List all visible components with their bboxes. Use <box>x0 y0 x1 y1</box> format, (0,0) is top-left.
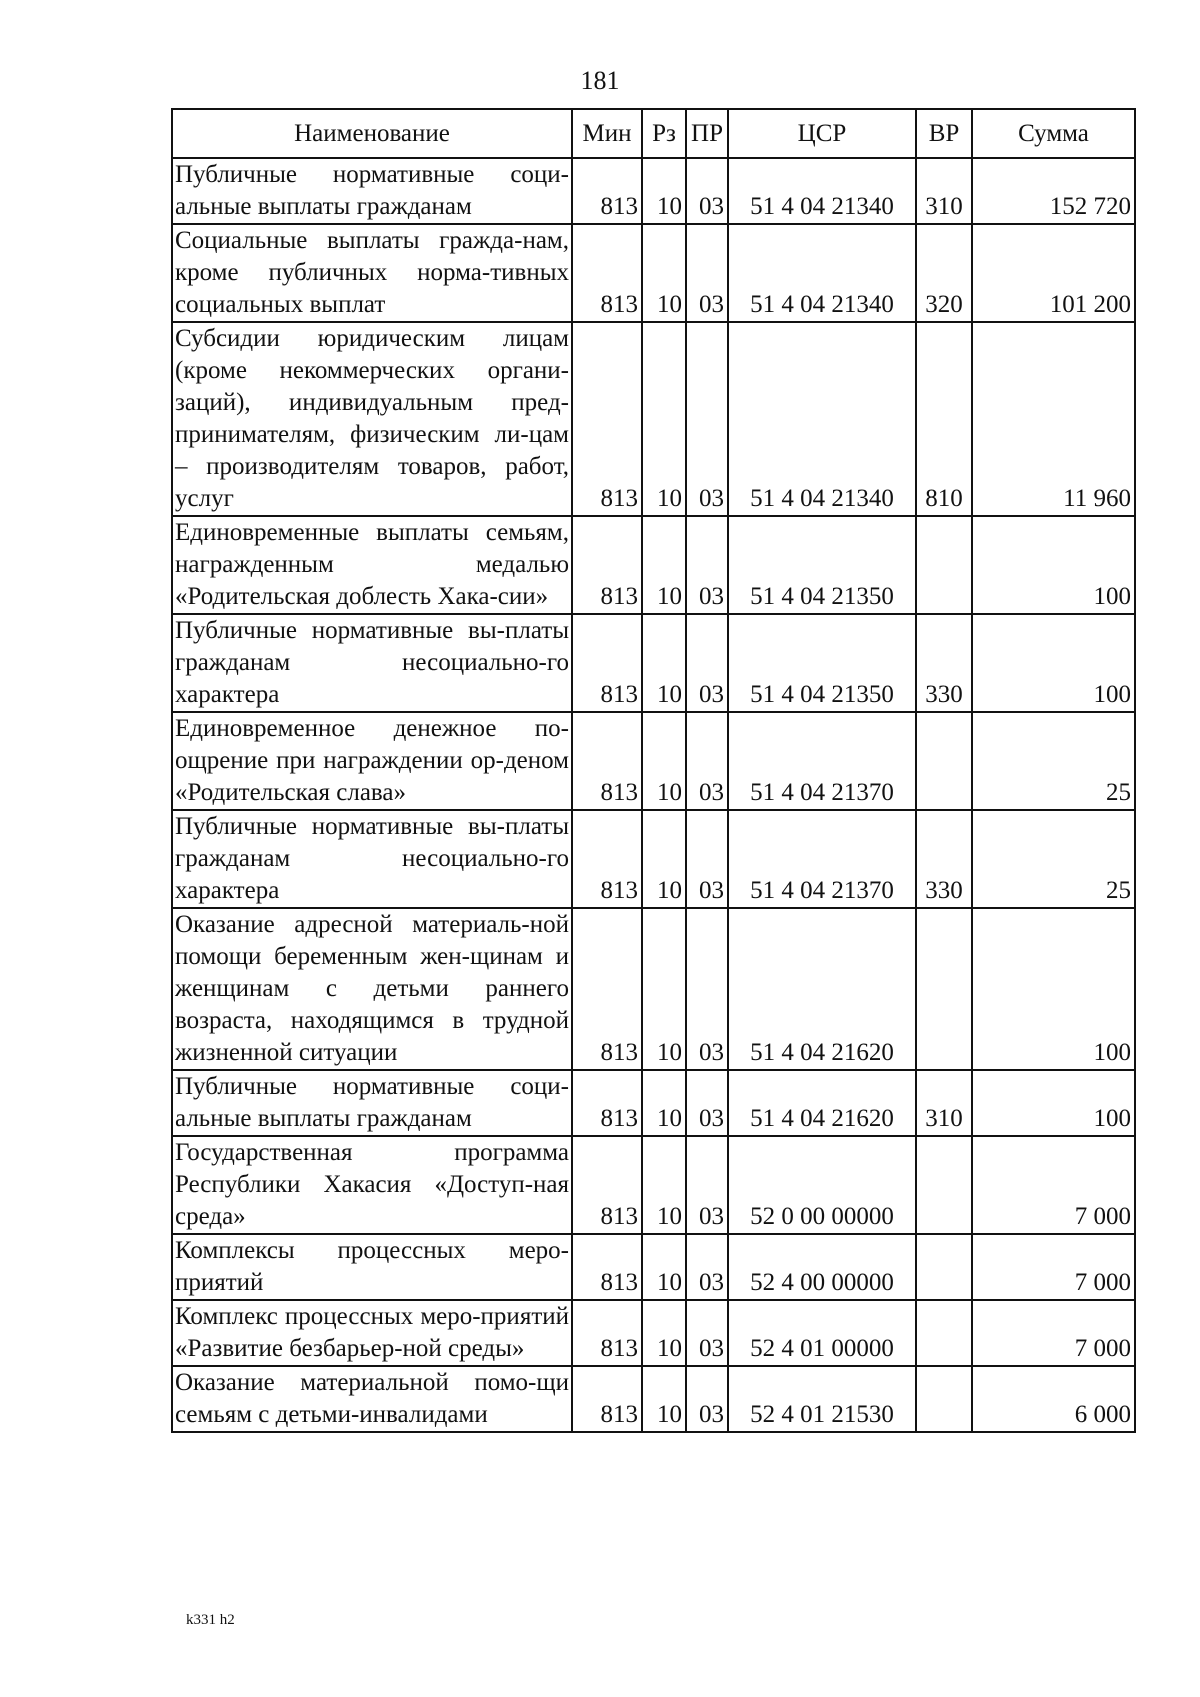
cell-pr: 03 <box>686 614 728 712</box>
cell-pr: 03 <box>686 158 728 224</box>
cell-pr: 03 <box>686 322 728 516</box>
cell-vr: 320 <box>916 224 972 322</box>
header-sum: Сумма <box>972 109 1135 158</box>
cell-name: Комплекс процессных меро-приятий «Развитие безбарьер-ной среды» <box>172 1300 572 1366</box>
cell-csr: 51 4 04 21620 <box>728 1070 916 1136</box>
cell-vr <box>916 516 972 614</box>
header-min: Мин <box>572 109 642 158</box>
cell-csr: 52 4 00 00000 <box>728 1234 916 1300</box>
cell-name: Субсидии юридическим лицам (кроме некоммерческих органи-заций), индивидуальным пред-принимателям, физическим ли-цам – производителям товаров, работ, услуг <box>172 322 572 516</box>
cell-rz: 10 <box>642 810 686 908</box>
cell-name: Единовременные выплаты семьям, награжденным медалью «Родительская доблесть Хака-сии» <box>172 516 572 614</box>
table-row <box>172 1136 1135 1234</box>
table-row <box>172 224 1135 322</box>
header-rz: Рз <box>642 109 686 158</box>
cell-name: Публичные нормативные соци-альные выплаты гражданам <box>172 158 572 224</box>
table-row <box>172 1070 1135 1136</box>
cell-sum: 25 <box>972 712 1135 810</box>
cell-min: 813 <box>572 712 642 810</box>
cell-name: Оказание материальной помо-щи семьям с детьми-инвалидами <box>172 1366 572 1432</box>
cell-vr: 310 <box>916 1070 972 1136</box>
cell-vr <box>916 1300 972 1366</box>
cell-pr: 03 <box>686 712 728 810</box>
cell-min: 813 <box>572 322 642 516</box>
table-body <box>172 158 1135 1432</box>
cell-pr: 03 <box>686 1136 728 1234</box>
cell-name: Единовременное денежное по-ощрение при награждении ор-деном «Родительская слава» <box>172 712 572 810</box>
cell-min: 813 <box>572 1234 642 1300</box>
table-row <box>172 516 1135 614</box>
cell-pr: 03 <box>686 810 728 908</box>
cell-csr: 51 4 04 21350 <box>728 614 916 712</box>
cell-vr: 330 <box>916 614 972 712</box>
cell-rz: 10 <box>642 1136 686 1234</box>
cell-sum: 7 000 <box>972 1136 1135 1234</box>
header-name: Наименование <box>172 109 572 158</box>
footer-code: k331 h2 <box>186 1612 235 1628</box>
cell-pr: 03 <box>686 1366 728 1432</box>
cell-min: 813 <box>572 908 642 1070</box>
cell-name: Публичные нормативные вы-платы гражданам несоциально-го характера <box>172 614 572 712</box>
cell-csr: 52 4 01 21530 <box>728 1366 916 1432</box>
cell-pr: 03 <box>686 1300 728 1366</box>
table-row <box>172 1234 1135 1300</box>
cell-name: Публичные нормативные вы-платы гражданам несоциально-го характера <box>172 810 572 908</box>
budget-table <box>171 108 1136 1433</box>
table-row <box>172 322 1135 516</box>
cell-sum: 7 000 <box>972 1234 1135 1300</box>
cell-csr: 51 4 04 21350 <box>728 516 916 614</box>
cell-vr <box>916 1234 972 1300</box>
cell-name: Комплексы процессных меро-приятий <box>172 1234 572 1300</box>
cell-rz: 10 <box>642 1234 686 1300</box>
cell-min: 813 <box>572 810 642 908</box>
cell-vr <box>916 1136 972 1234</box>
cell-csr: 51 4 04 21340 <box>728 158 916 224</box>
cell-csr: 51 4 04 21340 <box>728 224 916 322</box>
cell-min: 813 <box>572 1366 642 1432</box>
cell-vr: 810 <box>916 322 972 516</box>
cell-pr: 03 <box>686 908 728 1070</box>
cell-name: Государственная программа Республики Хакасия «Доступ-ная среда» <box>172 1136 572 1234</box>
cell-rz: 10 <box>642 908 686 1070</box>
cell-min: 813 <box>572 1136 642 1234</box>
table-row <box>172 614 1135 712</box>
table-row <box>172 712 1135 810</box>
cell-csr: 52 4 01 00000 <box>728 1300 916 1366</box>
table-row <box>172 810 1135 908</box>
cell-rz: 10 <box>642 1366 686 1432</box>
cell-csr: 52 0 00 00000 <box>728 1136 916 1234</box>
cell-vr <box>916 1366 972 1432</box>
header-pr: ПР <box>686 109 728 158</box>
cell-csr: 51 4 04 21370 <box>728 810 916 908</box>
cell-rz: 10 <box>642 712 686 810</box>
cell-vr: 330 <box>916 810 972 908</box>
cell-sum: 152 720 <box>972 158 1135 224</box>
cell-sum: 100 <box>972 516 1135 614</box>
cell-sum: 11 960 <box>972 322 1135 516</box>
cell-pr: 03 <box>686 224 728 322</box>
cell-pr: 03 <box>686 1070 728 1136</box>
cell-name: Оказание адресной материаль-ной помощи беременным жен-щинам и женщинам с детьми раннего возраста, находящимся в трудной жизненной ситуации <box>172 908 572 1070</box>
cell-csr: 51 4 04 21620 <box>728 908 916 1070</box>
cell-vr <box>916 712 972 810</box>
cell-min: 813 <box>572 224 642 322</box>
cell-sum: 100 <box>972 908 1135 1070</box>
cell-rz: 10 <box>642 224 686 322</box>
cell-rz: 10 <box>642 1300 686 1366</box>
page-number: 181 <box>580 66 620 95</box>
cell-min: 813 <box>572 158 642 224</box>
cell-name: Публичные нормативные соци-альные выплаты гражданам <box>172 1070 572 1136</box>
table-row <box>172 908 1135 1070</box>
header-csr: ЦСР <box>728 109 916 158</box>
table-row <box>172 158 1135 224</box>
cell-sum: 6 000 <box>972 1366 1135 1432</box>
header-vr: ВР <box>916 109 972 158</box>
cell-sum: 100 <box>972 614 1135 712</box>
table-row <box>172 1366 1135 1432</box>
cell-min: 813 <box>572 1300 642 1366</box>
cell-rz: 10 <box>642 614 686 712</box>
cell-vr: 310 <box>916 158 972 224</box>
cell-sum: 100 <box>972 1070 1135 1136</box>
cell-sum: 101 200 <box>972 224 1135 322</box>
cell-name: Социальные выплаты гражда-нам, кроме публичных норма-тивных социальных выплат <box>172 224 572 322</box>
cell-vr <box>916 908 972 1070</box>
cell-min: 813 <box>572 1070 642 1136</box>
cell-sum: 7 000 <box>972 1300 1135 1366</box>
cell-pr: 03 <box>686 1234 728 1300</box>
cell-rz: 10 <box>642 516 686 614</box>
cell-rz: 10 <box>642 158 686 224</box>
cell-sum: 25 <box>972 810 1135 908</box>
cell-rz: 10 <box>642 1070 686 1136</box>
cell-csr: 51 4 04 21340 <box>728 322 916 516</box>
cell-min: 813 <box>572 516 642 614</box>
cell-csr: 51 4 04 21370 <box>728 712 916 810</box>
table-row <box>172 1300 1135 1366</box>
cell-pr: 03 <box>686 516 728 614</box>
table-header-row <box>172 109 1135 158</box>
cell-rz: 10 <box>642 322 686 516</box>
cell-min: 813 <box>572 614 642 712</box>
